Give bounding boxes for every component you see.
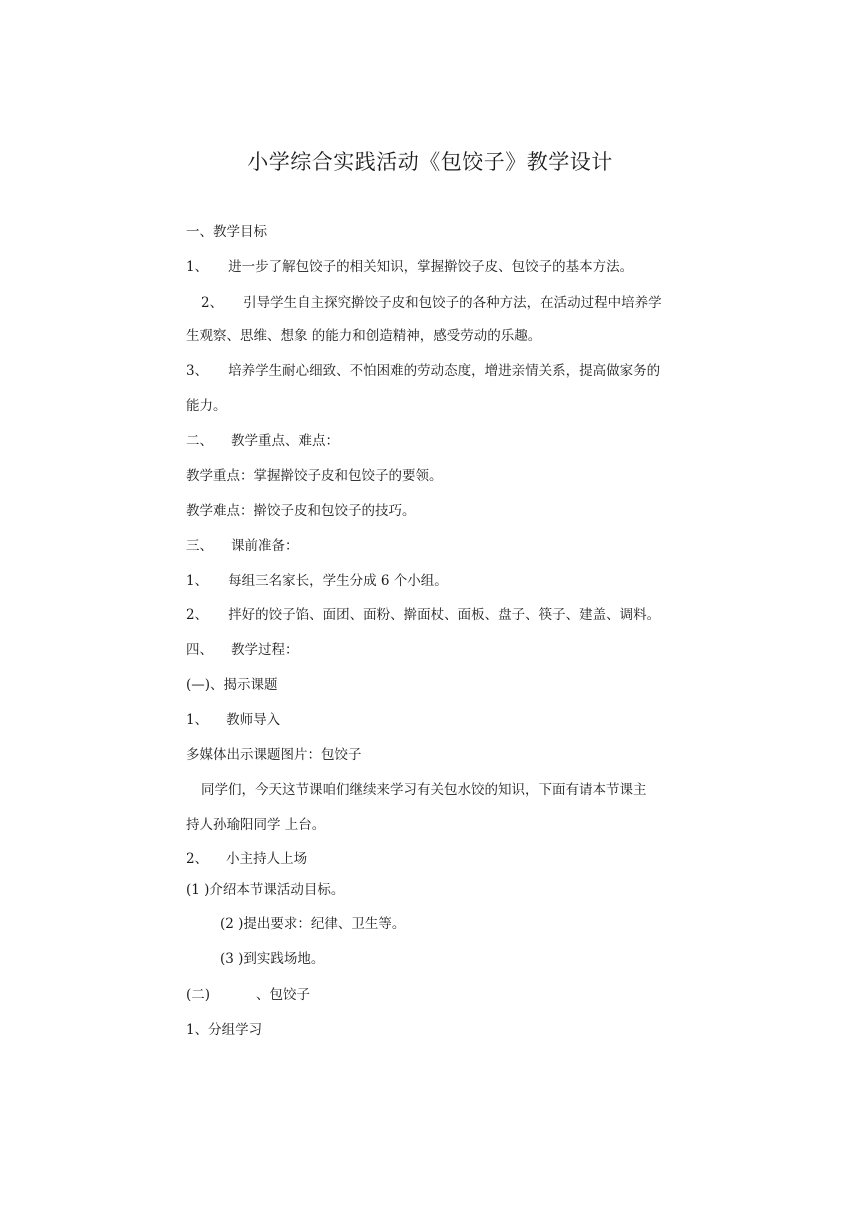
section-heading-objectives: 一、教学目标 bbox=[186, 224, 267, 240]
objective-item-2-continuation: 生观察、思维、想象 的能力和创造精神，感受劳动的乐趣。 bbox=[186, 328, 542, 344]
section-heading-key-points bbox=[186, 431, 339, 451]
section-number: (二) bbox=[186, 987, 211, 1003]
key-point: 教学重点：掌握擀饺子皮和包饺子的要领。 bbox=[186, 468, 443, 484]
item-number: 1、 bbox=[186, 573, 209, 589]
item-number: 1、 bbox=[186, 712, 209, 728]
item-number: 2、 bbox=[201, 295, 224, 311]
subsection-heading-dumplings bbox=[186, 985, 310, 1005]
speech-line-1: 同学们，今天这节课咱们继续来学习有关包水饺的知识，下面有请本节课主 bbox=[201, 782, 647, 798]
section-text: 教学重点、难点： bbox=[231, 433, 339, 449]
speech-line-2: 持人孙瑜阳同学 上台。 bbox=[186, 817, 326, 833]
section-heading-process bbox=[186, 640, 299, 660]
item-text: 培养学生耐心细致、不怕困难的劳动态度，增进亲情关系，提高做家务的 bbox=[228, 363, 661, 379]
item-text: 进一步了解包饺子的相关知识，掌握擀饺子皮、包饺子的基本方法。 bbox=[228, 259, 634, 275]
host-item-1: (1 )介绍本节课活动目标。 bbox=[186, 882, 345, 898]
topic-item-1 bbox=[186, 710, 280, 730]
section-heading-preparation bbox=[186, 536, 299, 556]
objective-item-2 bbox=[201, 293, 662, 313]
group-study-item: 1、分组学习 bbox=[186, 1022, 263, 1038]
section-number: 三、 bbox=[186, 538, 213, 554]
item-text: 小主持人上场 bbox=[226, 851, 308, 867]
item-number: 3、 bbox=[186, 363, 209, 379]
section-text: 教学过程： bbox=[231, 642, 299, 658]
difficult-point: 教学难点：擀饺子皮和包饺子的技巧。 bbox=[186, 503, 416, 519]
section-text: 、包饺子 bbox=[256, 987, 311, 1003]
document-title: 小学综合实践活动《包饺子》教学设计 bbox=[247, 150, 613, 174]
topic-item-2 bbox=[186, 849, 307, 869]
item-text: 教师导入 bbox=[226, 712, 281, 728]
objective-item-3-continuation: 能力。 bbox=[186, 398, 227, 414]
item-number: 2、 bbox=[186, 851, 209, 867]
item-number: 2、 bbox=[186, 607, 209, 623]
item-number: 1、 bbox=[186, 259, 209, 275]
objective-item-3 bbox=[186, 361, 660, 381]
section-number: 二、 bbox=[186, 433, 213, 449]
section-number: 四、 bbox=[186, 642, 213, 658]
host-item-2: (2 )提出要求：纪律、卫生等。 bbox=[220, 916, 406, 932]
item-text: 拌好的饺子馅、面团、面粉、擀面杖、面板、盘子、筷子、建盖、调料。 bbox=[228, 607, 661, 623]
item-text: 每组三名家长，学生分成 6 个小组。 bbox=[228, 573, 448, 589]
item-text: 引导学生自主探究擀饺子皮和包饺子的各种方法，在活动过程中培养学 bbox=[243, 295, 662, 311]
preparation-item-1 bbox=[186, 571, 448, 591]
media-line: 多媒体出示课题图片：包饺子 bbox=[186, 747, 362, 763]
section-text: 课前准备： bbox=[231, 538, 299, 554]
objective-item-1 bbox=[186, 257, 633, 277]
preparation-item-2 bbox=[186, 605, 660, 625]
host-item-3: (3 )到实践场地。 bbox=[220, 951, 325, 967]
subsection-heading-topic: (—)、揭示课题 bbox=[186, 677, 278, 693]
